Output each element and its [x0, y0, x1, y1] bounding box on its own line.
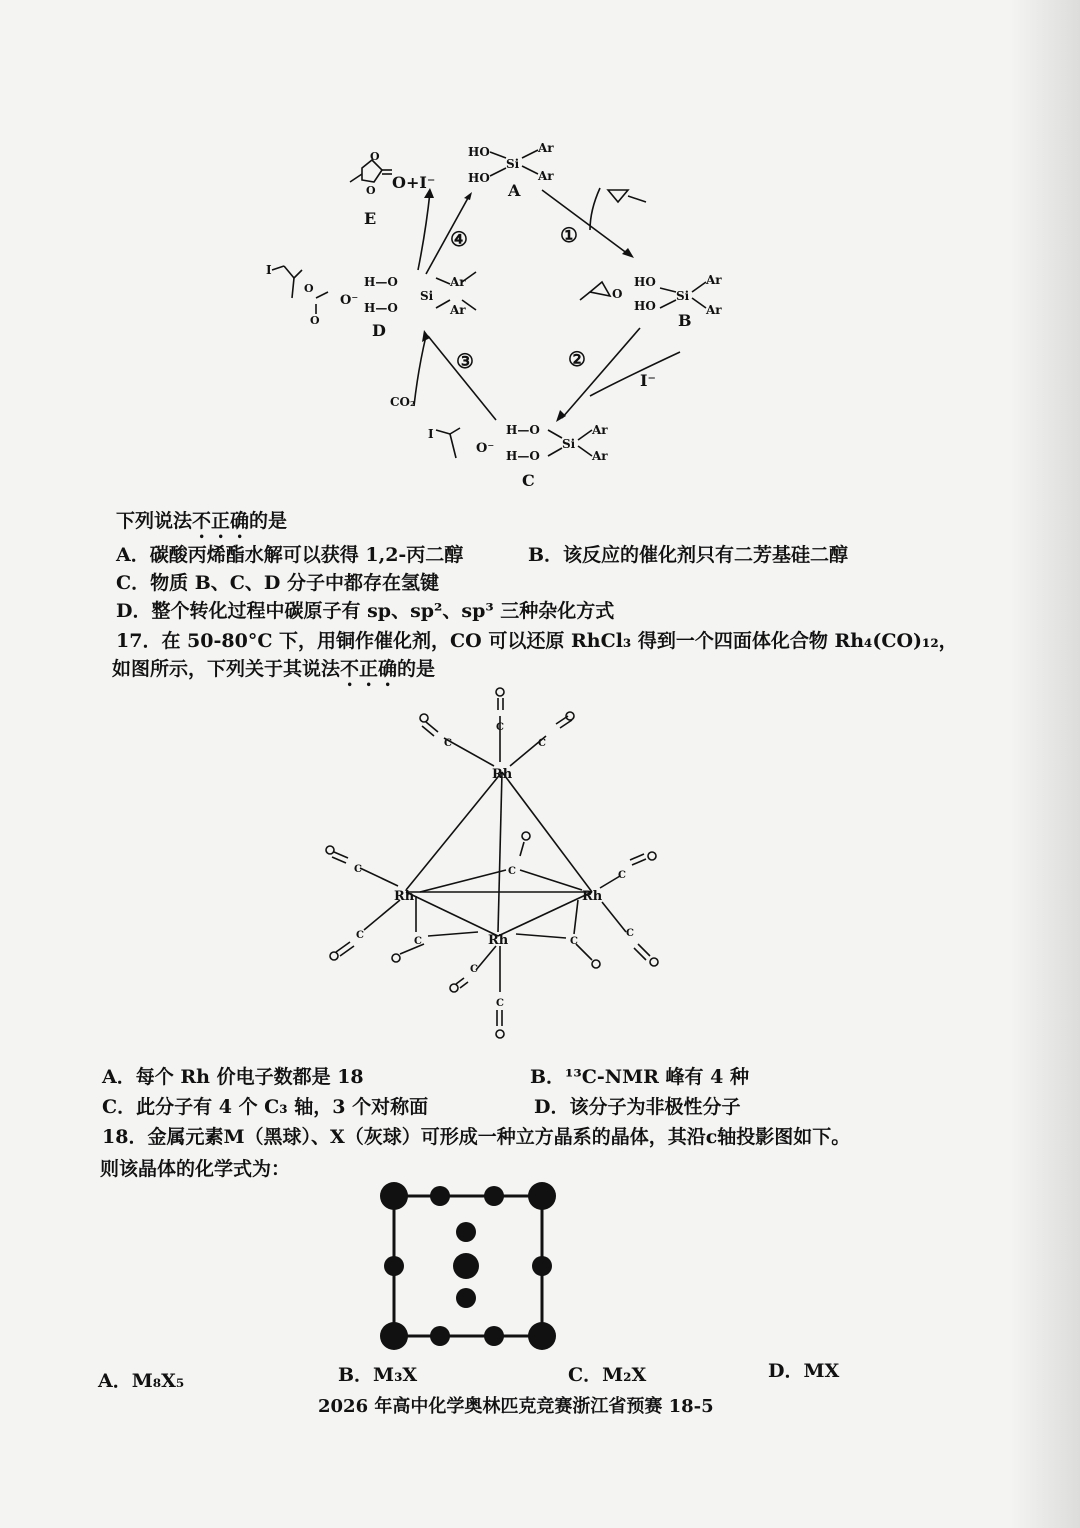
svg-text:C: C: [496, 722, 504, 733]
svg-text:H—O: H—O: [506, 423, 540, 437]
svg-text:HO: HO: [468, 171, 490, 185]
crystal-projection-diagram: [370, 1176, 570, 1356]
scan-shadow: [1010, 0, 1080, 1528]
iodide-reagent: I⁻: [640, 371, 656, 390]
label-C: C: [522, 471, 535, 490]
svg-text:Ar: Ar: [538, 169, 554, 183]
svg-text:Ar: Ar: [592, 423, 608, 437]
svg-text:Ar: Ar: [706, 273, 722, 287]
q17-option-b: B．¹³C-NMR 峰有 4 种: [530, 1066, 749, 1088]
svg-text:Ar: Ar: [538, 141, 554, 155]
svg-text:O: O: [370, 150, 380, 163]
svg-text:C: C: [356, 930, 364, 941]
svg-text:C: C: [470, 964, 478, 975]
q16-stem: 下列说法不正确的是: [116, 510, 288, 532]
q16-option-b: B．该反应的催化剂只有二芳基硅二醇: [528, 544, 849, 566]
svg-text:Si: Si: [506, 157, 520, 171]
rh-bottom: Rh: [488, 933, 509, 948]
svg-text:O: O: [612, 287, 623, 301]
rh-right: Rh: [582, 889, 603, 904]
step-2: ②: [568, 347, 586, 371]
rh-left: Rh: [394, 889, 415, 904]
label-D: D: [372, 321, 386, 340]
svg-text:O⁻: O⁻: [340, 293, 359, 308]
q16-option-d: D．整个转化过程中碳原子有 sp、sp²、sp³ 三种杂化方式: [116, 600, 615, 622]
label-B: B: [678, 311, 692, 330]
svg-text:Si: Si: [562, 437, 576, 451]
svg-text:H—O: H—O: [364, 275, 398, 289]
svg-text:O: O: [310, 314, 320, 327]
svg-text:Si: Si: [676, 289, 690, 303]
q18-option-a: A．M₈X₅: [98, 1370, 185, 1392]
svg-text:H—O: H—O: [364, 301, 398, 315]
svg-text:Ar: Ar: [706, 303, 722, 317]
svg-text:C: C: [508, 866, 516, 877]
rh4co12-structure: [320, 686, 680, 1046]
q18-option-d: D．MX: [768, 1360, 840, 1382]
q17-option-d: D．该分子为非极性分子: [534, 1096, 741, 1118]
svg-text:Si: Si: [420, 289, 434, 303]
svg-text:Ar: Ar: [592, 449, 608, 463]
svg-text:HO: HO: [634, 275, 656, 289]
svg-text:C: C: [496, 998, 504, 1009]
q17-stem-line2: 如图所示，下列关于其说法不正确的是: [112, 658, 436, 680]
svg-text:O: O: [366, 184, 376, 197]
svg-text:C: C: [618, 870, 626, 881]
svg-text:I: I: [266, 263, 272, 277]
e-product-text: O+I⁻: [392, 173, 436, 192]
co2-reagent: CO₂: [390, 395, 416, 409]
rh-apical: Rh: [492, 767, 513, 782]
step-3: ③: [456, 349, 474, 373]
q18-option-b: B．M₃X: [338, 1364, 418, 1386]
q18-option-c: C．M₂X: [568, 1364, 647, 1386]
q18-stem-line2: 则该晶体的化学式为：: [100, 1158, 291, 1180]
q17-stem-line1: 17．在 50-80°C 下，用铜作催化剂，CO 可以还原 RhCl₃ 得到一个四面体化合物 Rh₄(CO)₁₂，: [116, 630, 958, 652]
svg-text:C: C: [626, 928, 634, 939]
svg-text:O: O: [304, 282, 314, 295]
svg-text:HO: HO: [468, 145, 490, 159]
page-footer: 2026 年高中化学奥林匹克竞赛浙江省预赛 18-5: [318, 1396, 714, 1417]
catalytic-cycle-diagram: [250, 130, 770, 500]
q18-stem-line1: 18．金属元素M（黑球）、X（灰球）可形成一种立方晶系的晶体，其沿c轴投影图如下。: [102, 1126, 851, 1148]
svg-text:H—O: H—O: [506, 449, 540, 463]
svg-text:C: C: [414, 936, 422, 947]
label-A: A: [508, 181, 521, 200]
q17-option-a: A．每个 Rh 价电子数都是 18: [102, 1066, 364, 1088]
svg-text:C: C: [538, 738, 546, 749]
svg-text:C: C: [354, 864, 362, 875]
svg-text:C: C: [570, 936, 578, 947]
step-1: ①: [560, 223, 578, 247]
q16-option-a: A．碳酸丙烯酯水解可以获得 1,2-丙二醇: [116, 544, 464, 566]
q17-option-c: C．此分子有 4 个 C₃ 轴，3 个对称面: [102, 1096, 429, 1118]
svg-text:Ar: Ar: [450, 303, 466, 317]
svg-text:I: I: [428, 427, 434, 441]
q16-option-c: C．物质 B、C、D 分子中都存在氢键: [116, 572, 440, 594]
svg-text:HO: HO: [634, 299, 656, 313]
svg-text:O⁻: O⁻: [476, 441, 495, 456]
svg-text:Ar: Ar: [450, 275, 466, 289]
label-E: E: [364, 209, 377, 228]
step-4: ④: [450, 227, 468, 251]
svg-text:C: C: [444, 738, 452, 749]
